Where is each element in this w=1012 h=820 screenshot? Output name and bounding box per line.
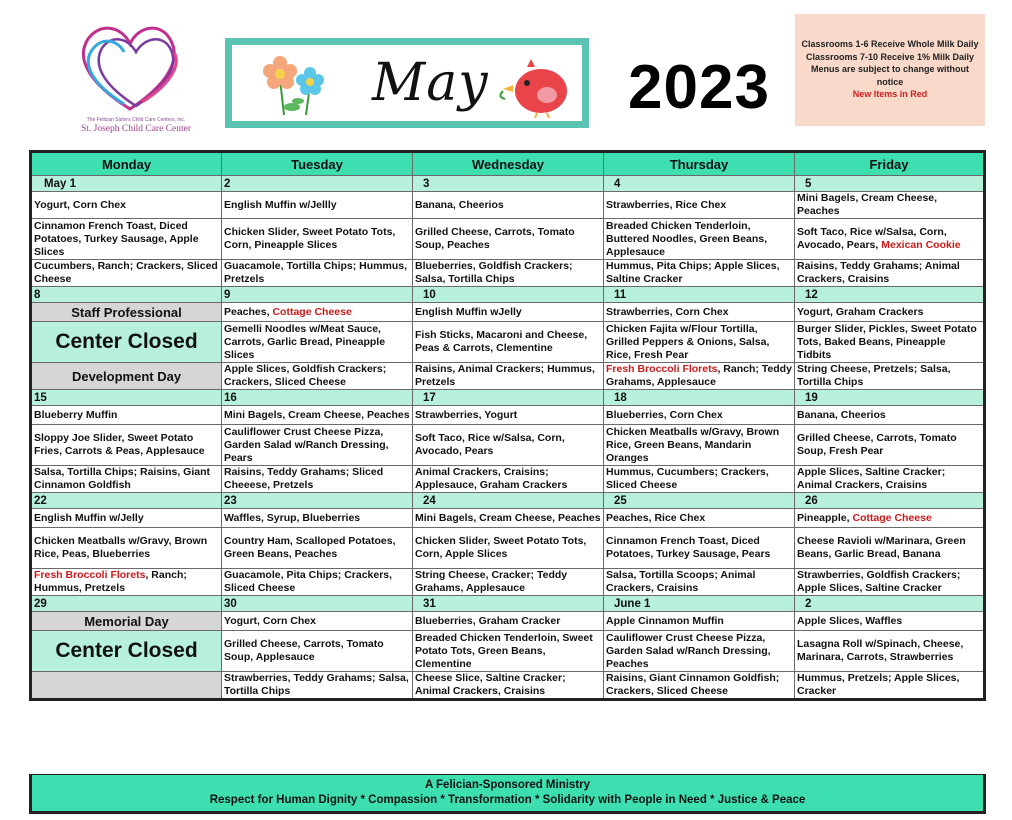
weekday-wednesday: Wednesday <box>413 152 604 176</box>
menu-item-text: Apple Slices, Goldfish Crackers; Crackers, Sliced Cheese <box>224 363 387 388</box>
menu-row <box>31 631 985 672</box>
menu-item-text: Mini Bagels, Cream Cheese, Peaches <box>797 192 938 217</box>
menu-row <box>31 363 985 390</box>
date-cell: 23 <box>222 493 413 509</box>
menu-item-cell <box>222 425 413 466</box>
menu-item-text: Mini Bagels, Cream Cheese, Peaches <box>224 408 410 421</box>
notice-line: Classrooms 7-10 Receive 1% Milk Daily <box>805 51 975 62</box>
weekday-thursday: Thursday <box>604 152 795 176</box>
menu-item-text: Yogurt, Graham Crackers <box>797 305 924 318</box>
date-row <box>31 493 985 509</box>
menu-item-text: Soft Taco, Rice w/Salsa, Corn, Avocado, Pears, <box>797 226 947 251</box>
menu-item-cell <box>795 612 985 631</box>
menu-item-text: Strawberries, Yogurt <box>415 408 518 421</box>
menu-item-text: Banana, Cheerios <box>415 198 504 211</box>
closure-label: Staff Professional <box>31 303 222 322</box>
new-menu-item: Cottage Cheese <box>852 511 932 524</box>
date-cell: 15 <box>31 390 222 406</box>
footer-ministry: A Felician-Sponsored Ministry <box>424 779 591 791</box>
weekday-friday: Friday <box>795 152 985 176</box>
menu-item-text: Soft Taco, Rice w/Salsa, Corn, Avocado, Pears <box>415 432 565 457</box>
menu-item-text: Cinnamon French Toast, Diced Potatoes, Turkey Sausage, Apple Slices <box>34 219 199 258</box>
menu-item-cell <box>413 303 604 322</box>
menu-item-cell <box>795 363 985 390</box>
menu-item-cell <box>222 569 413 596</box>
menu-item-text: Grilled Cheese, Carrots, Tomato Soup, Fresh Pear <box>797 432 957 457</box>
menu-item-text: Chicken Slider, Sweet Potato Tots, Corn, Pineapple Slices <box>224 226 396 251</box>
menu-item-cell <box>222 192 413 219</box>
menu-item-text: Waffles, Syrup, Blueberries <box>224 511 361 524</box>
date-cell: 30 <box>222 596 413 612</box>
date-cell: 9 <box>222 287 413 303</box>
month-title: May <box>372 53 489 113</box>
menu-item-text: Strawberries, Teddy Grahams; Salsa, Tortilla Chips <box>224 672 409 697</box>
menu-item-cell <box>413 672 604 700</box>
menu-item-text: Chicken Slider, Sweet Potato Tots, Corn, Apple Slices <box>415 535 587 560</box>
date-cell: 25 <box>604 493 795 509</box>
menu-item-cell <box>795 466 985 493</box>
notice-line: Menus are subject to change without notice <box>810 64 970 87</box>
menu-item-cell <box>31 569 222 596</box>
menu-item-text: Peaches, Rice Chex <box>606 511 706 524</box>
menu-row <box>31 406 985 425</box>
menu-item-text: Chicken Fajita w/Flour Tortilla, Grilled Peppers & Onions, Salsa, Rice, Fresh Pear <box>606 322 770 361</box>
menu-item-cell <box>222 509 413 528</box>
menu-item-cell <box>604 363 795 390</box>
menu-item-cell <box>795 672 985 700</box>
date-cell: 31 <box>413 596 604 612</box>
menu-item-cell <box>604 672 795 700</box>
menu-item-cell <box>604 425 795 466</box>
milk-notice <box>795 14 985 126</box>
menu-item-cell <box>604 612 795 631</box>
date-cell: June 1 <box>604 596 795 612</box>
menu-item-text: Cauliflower Crust Cheese Pizza, Garden Salad w/Ranch Dressing, Peaches <box>606 631 771 670</box>
menu-item-cell <box>222 303 413 322</box>
menu-item-cell <box>413 425 604 466</box>
menu-item-text: Pineapple, <box>797 511 853 524</box>
menu-item-text: Salsa, Tortilla Scoops; Animal Crackers, Craisins <box>606 569 756 594</box>
menu-item-cell <box>413 322 604 363</box>
date-cell: 19 <box>795 390 985 406</box>
new-menu-item: Fresh Broccoli Florets <box>34 569 146 581</box>
menu-item-text: English Muffin w/Jelly <box>34 511 144 524</box>
menu-item-cell <box>413 569 604 596</box>
menu-item-text: Cauliflower Crust Cheese Pizza, Garden Salad w/Ranch Dressing, Pears <box>224 425 389 464</box>
date-cell: 29 <box>31 596 222 612</box>
menu-item-cell <box>222 322 413 363</box>
menu-item-cell <box>604 260 795 287</box>
menu-row <box>31 303 985 322</box>
date-cell: 10 <box>413 287 604 303</box>
menu-item-cell <box>795 406 985 425</box>
menu-item-cell <box>795 631 985 672</box>
menu-item-text: Burger Slider, Pickles, Sweet Potato Tots, Baked Beans, Pineapple Tidbits <box>797 322 977 361</box>
menu-item-cell <box>222 612 413 631</box>
menu-row <box>31 260 985 287</box>
menu-item-text: Apple Slices, Saltine Cracker; Animal Crackers, Craisins <box>797 466 946 491</box>
menu-item-text: Strawberries, Corn Chex <box>606 305 729 318</box>
menu-item-text: Cheese Slice, Saltine Cracker; Animal Crackers, Craisins <box>415 672 566 697</box>
new-menu-item: Fresh Broccoli Florets <box>606 363 718 375</box>
menu-item-cell <box>795 303 985 322</box>
menu-item-cell <box>222 528 413 569</box>
menu-item-text: Cucumbers, Ranch; Crackers, Sliced Cheese <box>34 260 218 285</box>
closure-label: Development Day <box>31 363 222 390</box>
menu-item-cell <box>222 466 413 493</box>
menu-item-text: Fish Sticks, Macaroni and Cheese, Peas & Carrots, Clementine <box>415 329 588 354</box>
date-cell: 2 <box>795 596 985 612</box>
menu-item-cell <box>604 631 795 672</box>
closure-label <box>31 672 222 700</box>
menu-row <box>31 672 985 700</box>
logo-name: St. Joseph Child Care Center <box>80 124 192 134</box>
center-closed-label: Center Closed <box>31 322 222 363</box>
menu-item-text: Cheese Ravioli w/Marinara, Green Beans, Garlic Bread, Banana <box>797 535 966 560</box>
menu-item-text: Grilled Cheese, Carrots, Tomato Soup, Peaches <box>415 226 575 251</box>
menu-row <box>31 466 985 493</box>
menu-item-text: , Ranch; Teddy Grahams, Applesauce <box>606 363 792 388</box>
menu-item-text: Raisins, Teddy Grahams; Animal Crackers, Craisins <box>797 260 960 285</box>
menu-item-text: English Muffin w/Jellly <box>224 198 337 211</box>
menu-item-text: Strawberries, Rice Chex <box>606 198 727 211</box>
menu-item-cell <box>222 631 413 672</box>
menu-item-cell <box>795 322 985 363</box>
menu-item-text: Chicken Meatballs w/Gravy, Brown Rice, Green Beans, Mandarin Oranges <box>606 425 780 464</box>
menu-row <box>31 612 985 631</box>
menu-item-cell <box>604 509 795 528</box>
hearts-logo-icon <box>70 14 202 118</box>
menu-item-text: Gemelli Noodles w/Meat Sauce, Carrots, Garlic Bread, Pineapple Slices <box>224 322 386 361</box>
menu-item-cell <box>413 528 604 569</box>
menu-item-text: String Cheese, Cracker; Teddy Grahams, Applesauce <box>415 569 568 594</box>
menu-item-text: Peaches, <box>224 305 273 318</box>
menu-item-cell <box>795 509 985 528</box>
menu-item-cell <box>413 406 604 425</box>
menu-item-text: Apple Cinnamon Muffin <box>606 614 724 627</box>
menu-calendar <box>29 150 986 701</box>
menu-item-cell <box>604 219 795 260</box>
menu-item-text: String Cheese, Pretzels; Salsa, Tortilla Chips <box>797 363 951 388</box>
bird-icon <box>497 55 577 119</box>
menu-item-text: Country Ham, Scalloped Potatoes, Green Beans, Peaches <box>224 535 396 560</box>
menu-item-cell <box>795 425 985 466</box>
menu-row <box>31 192 985 219</box>
menu-row <box>31 569 985 596</box>
menu-item-cell <box>795 260 985 287</box>
menu-item-cell <box>604 406 795 425</box>
menu-item-cell <box>795 192 985 219</box>
menu-row <box>31 425 985 466</box>
menu-item-text: Raisins, Teddy Grahams; Sliced Cheeese, Pretzels <box>224 466 384 491</box>
closure-label: Memorial Day <box>31 612 222 631</box>
notice-new-items: New Items in Red <box>852 89 928 99</box>
menu-item-cell <box>31 219 222 260</box>
logo-tagline: The Felician Sisters Child Care Centers, Inc. <box>86 117 186 123</box>
menu-item-text: Grilled Cheese, Carrots, Tomato Soup, Applesauce <box>224 638 384 663</box>
menu-item-cell <box>31 192 222 219</box>
weekday-monday: Monday <box>31 152 222 176</box>
menu-item-text: Lasagna Roll w/Spinach, Cheese, Marinara, Carrots, Strawberries <box>797 638 964 663</box>
date-cell: 22 <box>31 493 222 509</box>
menu-item-text: , Ranch; Hummus, Pretzels <box>34 569 187 594</box>
date-cell: 26 <box>795 493 985 509</box>
menu-item-text: Yogurt, Corn Chex <box>224 614 316 627</box>
menu-item-cell <box>222 219 413 260</box>
menu-item-cell <box>413 466 604 493</box>
footer-banner <box>29 774 986 814</box>
menu-item-cell <box>604 569 795 596</box>
menu-item-text: Animal Crackers, Craisins; Applesauce, Graham Crackers <box>415 466 568 491</box>
menu-item-text: Raisins, Giant Cinnamon Goldfish; Crackers, Sliced Cheese <box>606 672 780 697</box>
menu-item-text: Sloppy Joe Slider, Sweet Potato Fries, Carrots & Peas, Applesauce <box>34 432 205 457</box>
menu-item-text: Cinnamon French Toast, Diced Potatoes, Turkey Sausage, Pears <box>606 535 771 560</box>
menu-row <box>31 322 985 363</box>
menu-item-cell <box>795 219 985 260</box>
menu-item-text: Blueberries, Goldfish Crackers; Salsa, Tortilla Chips <box>415 260 573 285</box>
month-banner <box>225 38 589 128</box>
menu-item-cell <box>604 466 795 493</box>
menu-item-text: Banana, Cheerios <box>797 408 886 421</box>
menu-item-cell <box>604 303 795 322</box>
menu-item-cell <box>795 569 985 596</box>
date-cell: 24 <box>413 493 604 509</box>
menu-item-cell <box>413 260 604 287</box>
menu-item-text: Chicken Meatballs w/Gravy, Brown Rice, Peas, Blueberries <box>34 535 208 560</box>
weekday-header-row <box>31 152 985 176</box>
date-cell: 11 <box>604 287 795 303</box>
menu-item-cell <box>795 528 985 569</box>
menu-item-text: Strawberries, Goldfish Crackers; Apple Slices, Saltine Cracker <box>797 569 961 594</box>
date-cell: 4 <box>604 176 795 192</box>
weekday-tuesday: Tuesday <box>222 152 413 176</box>
menu-item-cell <box>31 528 222 569</box>
menu-item-text: Mini Bagels, Cream Cheese, Peaches <box>415 511 601 524</box>
menu-item-text: Blueberries, Corn Chex <box>606 408 723 421</box>
menu-item-text: Apple Slices, Waffles <box>797 614 903 627</box>
date-cell: May 1 <box>31 176 222 192</box>
menu-item-text: Guacamole, Pita Chips; Crackers, Sliced Cheese <box>224 569 393 594</box>
menu-row <box>31 509 985 528</box>
menu-item-text: Hummus, Pretzels; Apple Slices, Cracker <box>797 672 960 697</box>
date-row <box>31 390 985 406</box>
menu-item-text: Breaded Chicken Tenderloin, Sweet Potato Tots, Green Beans, Clementine <box>415 631 593 670</box>
notice-line: Classrooms 1-6 Receive Whole Milk Daily <box>801 39 979 49</box>
menu-item-text: Blueberry Muffin <box>34 408 118 421</box>
menu-item-cell <box>222 406 413 425</box>
menu-item-cell <box>604 528 795 569</box>
menu-item-text: Yogurt, Corn Chex <box>34 198 126 211</box>
new-menu-item: Mexican Cookie <box>881 239 961 251</box>
menu-item-cell <box>413 219 604 260</box>
menu-item-cell <box>222 363 413 390</box>
date-cell: 5 <box>795 176 985 192</box>
menu-row <box>31 219 985 260</box>
menu-item-cell <box>31 406 222 425</box>
date-cell: 2 <box>222 176 413 192</box>
menu-item-cell <box>222 672 413 700</box>
menu-item-text: Blueberries, Graham Cracker <box>415 614 561 627</box>
date-cell: 16 <box>222 390 413 406</box>
menu-item-cell <box>31 425 222 466</box>
menu-item-text: Guacamole, Tortilla Chips; Hummus, Pretzels <box>224 260 408 285</box>
year-heading: 2023 <box>628 53 770 122</box>
flowers-icon <box>262 49 342 119</box>
new-menu-item: Cottage Cheese <box>272 305 352 318</box>
date-cell: 17 <box>413 390 604 406</box>
date-row <box>31 596 985 612</box>
menu-item-cell <box>31 509 222 528</box>
date-row <box>31 176 985 192</box>
date-cell: 3 <box>413 176 604 192</box>
menu-row <box>31 528 985 569</box>
menu-item-text: English Muffin wJelly <box>415 305 522 318</box>
date-cell: 18 <box>604 390 795 406</box>
menu-item-text: Hummus, Pita Chips; Apple Slices, Saltine Cracker <box>606 260 780 285</box>
menu-item-text: Hummus, Cucumbers; Crackers, Sliced Cheese <box>606 466 769 491</box>
menu-item-text: Salsa, Tortilla Chips; Raisins, Giant Cinnamon Goldfish <box>34 466 211 491</box>
menu-item-cell <box>31 260 222 287</box>
menu-item-cell <box>413 612 604 631</box>
menu-item-text: Raisins, Animal Crackers; Hummus, Pretzels <box>415 363 595 388</box>
menu-item-cell <box>222 260 413 287</box>
center-logo <box>70 14 202 142</box>
date-cell: 12 <box>795 287 985 303</box>
menu-item-cell <box>413 363 604 390</box>
menu-item-text: Breaded Chicken Tenderloin, Buttered Noodles, Green Beans, Applesauce <box>606 219 768 258</box>
center-closed-label: Center Closed <box>31 631 222 672</box>
menu-item-cell <box>604 322 795 363</box>
date-cell: 8 <box>31 287 222 303</box>
menu-item-cell <box>31 466 222 493</box>
menu-item-cell <box>413 631 604 672</box>
footer-values: Respect for Human Dignity * Compassion * Transformation * Solidarity with People in Need * Justice & Peace <box>209 794 806 806</box>
menu-item-cell <box>604 192 795 219</box>
date-row <box>31 287 985 303</box>
menu-item-cell <box>413 192 604 219</box>
menu-item-cell <box>413 509 604 528</box>
